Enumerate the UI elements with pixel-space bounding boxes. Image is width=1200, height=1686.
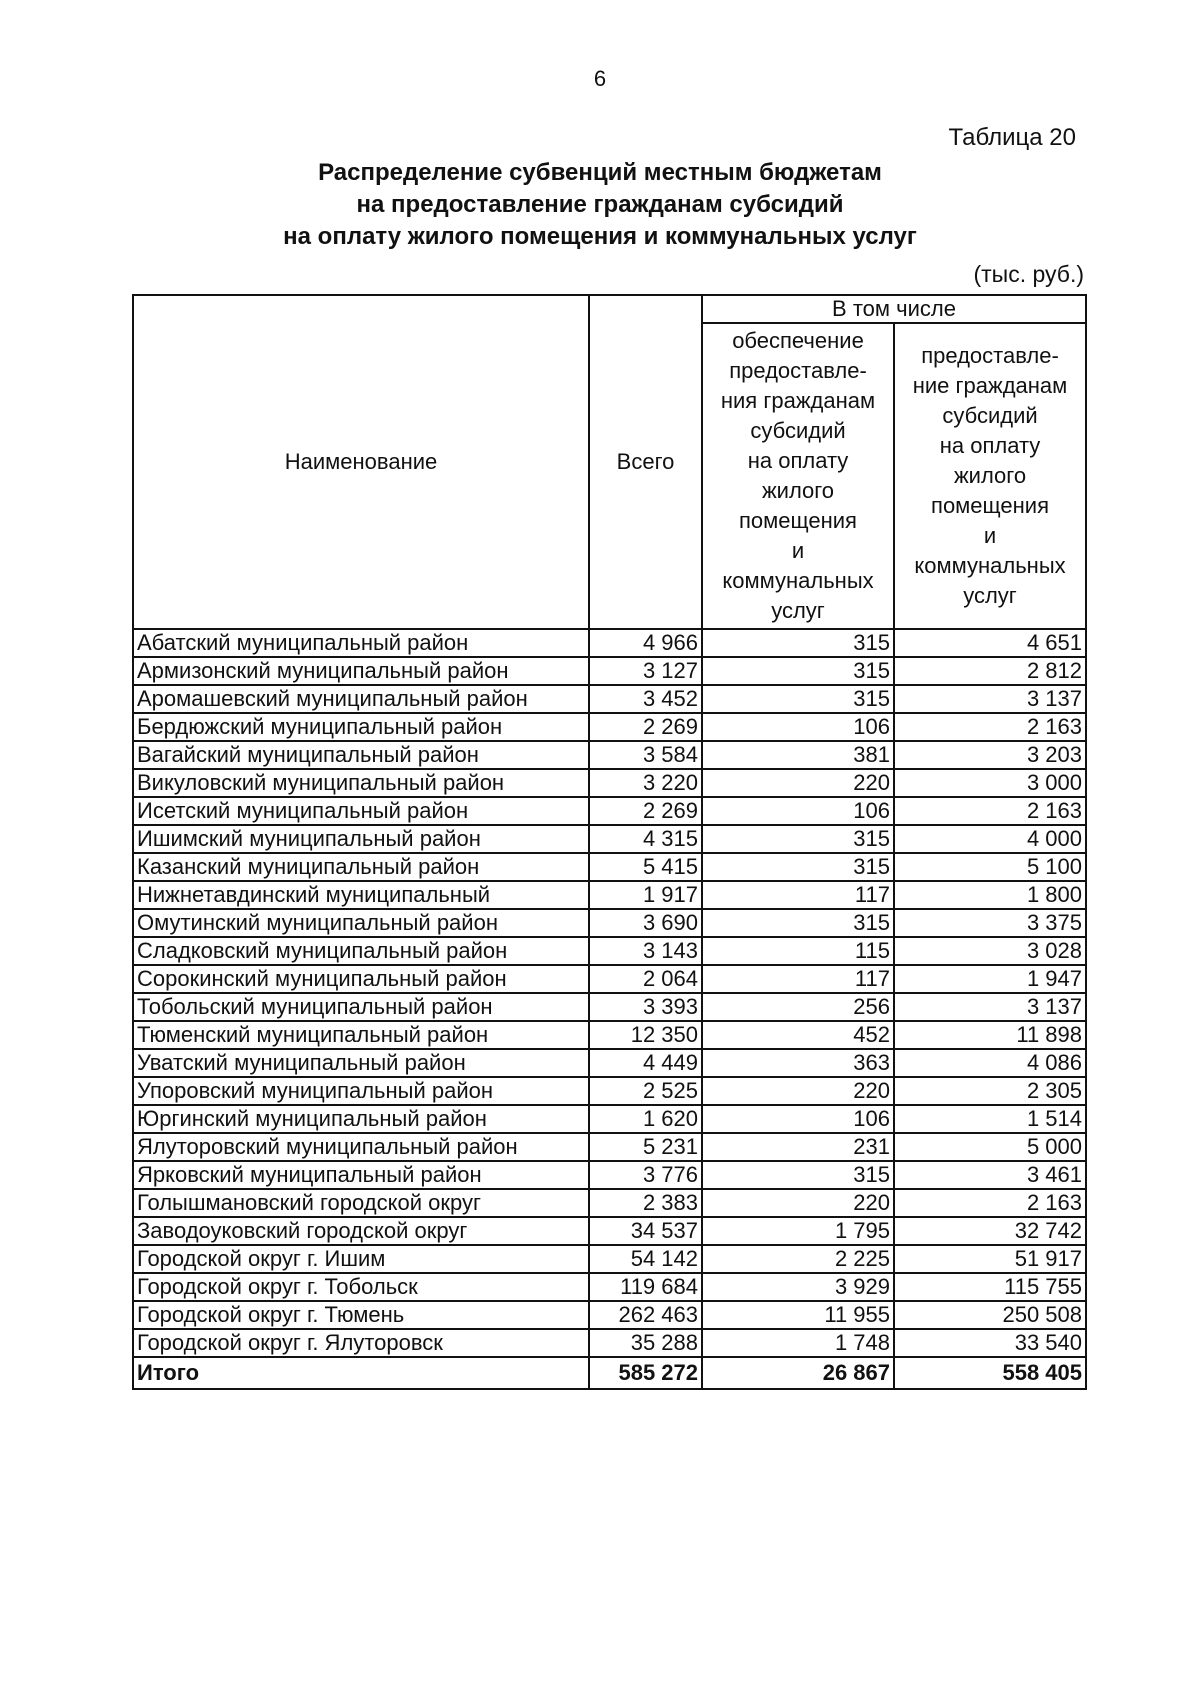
- cell-total: 35 288: [589, 1329, 702, 1357]
- cell-name: Армизонский муниципальный район: [133, 657, 589, 685]
- cell-name: Ишимский муниципальный район: [133, 825, 589, 853]
- table-row: [133, 797, 1086, 825]
- header-line: на оплату: [747, 448, 849, 473]
- cell-c1: 315: [702, 685, 894, 713]
- cell-total: 5 415: [589, 853, 702, 881]
- cell-name: Омутинский муниципальный район: [133, 909, 589, 937]
- cell-name: Исетский муниципальный район: [133, 797, 589, 825]
- table-row: [133, 1189, 1086, 1217]
- cell-c1: 117: [702, 965, 894, 993]
- header-group: В том числе: [702, 295, 1086, 323]
- header-line: субсидий: [750, 418, 846, 443]
- header-line: помещения: [739, 508, 857, 533]
- header-total: Всего: [589, 295, 702, 629]
- table-number: Таблица 20: [948, 124, 1076, 151]
- cell-c1: 381: [702, 741, 894, 769]
- cell-c1: 315: [702, 657, 894, 685]
- table-row: [133, 1161, 1086, 1189]
- cell-name: Городской округ г. Ишим: [133, 1245, 589, 1273]
- cell-c2: 5 000: [894, 1133, 1086, 1161]
- header-line: коммунальных: [914, 553, 1066, 578]
- title-line: на оплату жилого помещения и коммунальных услуг: [283, 223, 917, 250]
- header-sub-1: [702, 323, 894, 629]
- cell-name: Сладковский муниципальный район: [133, 937, 589, 965]
- cell-total: 3 776: [589, 1161, 702, 1189]
- table-row: [133, 1301, 1086, 1329]
- table-row: [133, 713, 1086, 741]
- header-line: услуг: [771, 598, 825, 623]
- header-line: и: [983, 523, 997, 548]
- cell-total: 262 463: [589, 1301, 702, 1329]
- cell-c1: 220: [702, 1189, 894, 1217]
- cell-total: 3 143: [589, 937, 702, 965]
- cell-total: 119 684: [589, 1273, 702, 1301]
- cell-c2: 1 947: [894, 965, 1086, 993]
- title-line: на предоставление гражданам субсидий: [356, 191, 844, 218]
- cell-name: Голышмановский городской округ: [133, 1189, 589, 1217]
- header-name: Наименование: [133, 295, 589, 629]
- table-row: [133, 1245, 1086, 1273]
- header-line: предоставле-: [729, 358, 867, 383]
- cell-name: Городской округ г. Тюмень: [133, 1301, 589, 1329]
- cell-name: Ялуторовский муниципальный район: [133, 1133, 589, 1161]
- cell-total: 1 620: [589, 1105, 702, 1133]
- cell-name: Сорокинский муниципальный район: [133, 965, 589, 993]
- cell-c2: 3 000: [894, 769, 1086, 797]
- title-line: Распределение субвенций местным бюджетам: [318, 159, 882, 186]
- cell-c2: 3 203: [894, 741, 1086, 769]
- header-line: коммунальных: [722, 568, 874, 593]
- table-row: [133, 769, 1086, 797]
- cell-c2: 3 028: [894, 937, 1086, 965]
- header-line: субсидий: [942, 403, 1038, 428]
- table-row: [133, 1217, 1086, 1245]
- cell-name: Тобольский муниципальный район: [133, 993, 589, 1021]
- cell-c1: 117: [702, 881, 894, 909]
- cell-c2: 5 100: [894, 853, 1086, 881]
- cell-c2: 4 086: [894, 1049, 1086, 1077]
- total-cell-c2: 558 405: [894, 1357, 1086, 1389]
- cell-c2: 2 812: [894, 657, 1086, 685]
- cell-total: 12 350: [589, 1021, 702, 1049]
- cell-c1: 315: [702, 909, 894, 937]
- total-row: [133, 1357, 1086, 1389]
- table-row: [133, 741, 1086, 769]
- cell-name: Ярковский муниципальный район: [133, 1161, 589, 1189]
- header-line: и: [791, 538, 805, 563]
- cell-total: 3 690: [589, 909, 702, 937]
- cell-name: Городской округ г. Ялуторовск: [133, 1329, 589, 1357]
- cell-total: 3 127: [589, 657, 702, 685]
- cell-name: Уватский муниципальный район: [133, 1049, 589, 1077]
- header-line: ния гражданам: [720, 388, 876, 413]
- cell-c2: 115 755: [894, 1273, 1086, 1301]
- cell-c2: 1 800: [894, 881, 1086, 909]
- cell-c1: 106: [702, 1105, 894, 1133]
- table-body: [133, 629, 1086, 1389]
- cell-total: 3 393: [589, 993, 702, 1021]
- cell-total: 54 142: [589, 1245, 702, 1273]
- table-row: [133, 965, 1086, 993]
- header-line: на оплату: [939, 433, 1041, 458]
- cell-c1: 220: [702, 769, 894, 797]
- cell-c2: 2 305: [894, 1077, 1086, 1105]
- table-row: [133, 685, 1086, 713]
- cell-c1: 1 795: [702, 1217, 894, 1245]
- cell-c1: 2 225: [702, 1245, 894, 1273]
- cell-total: 2 525: [589, 1077, 702, 1105]
- cell-c2: 2 163: [894, 797, 1086, 825]
- cell-name: Казанский муниципальный район: [133, 853, 589, 881]
- cell-total: 4 966: [589, 629, 702, 657]
- table-row: [133, 1133, 1086, 1161]
- table-row: [133, 937, 1086, 965]
- cell-total: 4 315: [589, 825, 702, 853]
- cell-name: Упоровский муниципальный район: [133, 1077, 589, 1105]
- cell-c2: 4 651: [894, 629, 1086, 657]
- cell-total: 2 064: [589, 965, 702, 993]
- cell-c2: 32 742: [894, 1217, 1086, 1245]
- cell-c1: 1 748: [702, 1329, 894, 1357]
- cell-c2: 3 137: [894, 685, 1086, 713]
- cell-name: Вагайский муниципальный район: [133, 741, 589, 769]
- cell-c2: 1 514: [894, 1105, 1086, 1133]
- cell-total: 1 917: [589, 881, 702, 909]
- cell-c1: 315: [702, 825, 894, 853]
- cell-name: Тюменский муниципальный район: [133, 1021, 589, 1049]
- table-row: [133, 881, 1086, 909]
- cell-c1: 315: [702, 629, 894, 657]
- cell-c1: 315: [702, 853, 894, 881]
- units-label: (тыс. руб.): [973, 261, 1084, 287]
- cell-total: 2 269: [589, 713, 702, 741]
- cell-total: 3 220: [589, 769, 702, 797]
- cell-total: 3 584: [589, 741, 702, 769]
- cell-c2: 4 000: [894, 825, 1086, 853]
- cell-c2: 250 508: [894, 1301, 1086, 1329]
- cell-c1: 231: [702, 1133, 894, 1161]
- subventions-table: [132, 294, 1087, 1390]
- total-cell-name: Итого: [133, 1357, 589, 1389]
- cell-c1: 3 929: [702, 1273, 894, 1301]
- header-line: услуг: [963, 583, 1017, 608]
- cell-total: 2 269: [589, 797, 702, 825]
- cell-total: 5 231: [589, 1133, 702, 1161]
- header-line: ние гражданам: [912, 373, 1068, 398]
- cell-c2: 11 898: [894, 1021, 1086, 1049]
- table-row: [133, 1105, 1086, 1133]
- table-row: [133, 825, 1086, 853]
- cell-c1: 363: [702, 1049, 894, 1077]
- header-sub-2: [894, 323, 1086, 629]
- header-line: жилого: [953, 463, 1027, 488]
- cell-c1: 315: [702, 1161, 894, 1189]
- cell-c2: 3 461: [894, 1161, 1086, 1189]
- cell-name: Викуловский муниципальный район: [133, 769, 589, 797]
- cell-c1: 256: [702, 993, 894, 1021]
- cell-name: Абатский муниципальный район: [133, 629, 589, 657]
- table-row: [133, 909, 1086, 937]
- header-line: жилого: [761, 478, 835, 503]
- table-row: [133, 629, 1086, 657]
- table-row: [133, 993, 1086, 1021]
- table-row: [133, 1077, 1086, 1105]
- header-line: помещения: [931, 493, 1049, 518]
- cell-c1: 452: [702, 1021, 894, 1049]
- cell-c1: 106: [702, 713, 894, 741]
- cell-c2: 2 163: [894, 713, 1086, 741]
- cell-c1: 11 955: [702, 1301, 894, 1329]
- cell-name: Юргинский муниципальный район: [133, 1105, 589, 1133]
- cell-c2: 33 540: [894, 1329, 1086, 1357]
- cell-c1: 220: [702, 1077, 894, 1105]
- cell-c2: 3 375: [894, 909, 1086, 937]
- cell-total: 2 383: [589, 1189, 702, 1217]
- total-cell-total: 585 272: [589, 1357, 702, 1389]
- cell-total: 3 452: [589, 685, 702, 713]
- cell-name: Нижнетавдинский муниципальный: [133, 881, 589, 909]
- table-row: [133, 853, 1086, 881]
- cell-name: Бердюжский муниципальный район: [133, 713, 589, 741]
- table-row: [133, 1049, 1086, 1077]
- cell-c2: 51 917: [894, 1245, 1086, 1273]
- table-row: [133, 1021, 1086, 1049]
- cell-name: Городской округ г. Тобольск: [133, 1273, 589, 1301]
- header-line: обеспечение: [732, 328, 864, 353]
- cell-name: Заводоуковский городской округ: [133, 1217, 589, 1245]
- header-line: предоставле-: [921, 343, 1059, 368]
- cell-c1: 115: [702, 937, 894, 965]
- table-row: [133, 1329, 1086, 1357]
- cell-c2: 3 137: [894, 993, 1086, 1021]
- cell-total: 34 537: [589, 1217, 702, 1245]
- total-cell-c1: 26 867: [702, 1357, 894, 1389]
- cell-c1: 106: [702, 797, 894, 825]
- cell-c2: 2 163: [894, 1189, 1086, 1217]
- table-row: [133, 657, 1086, 685]
- cell-total: 4 449: [589, 1049, 702, 1077]
- document-title: [0, 157, 1200, 253]
- page-number: 6: [593, 66, 607, 91]
- table-row: [133, 1273, 1086, 1301]
- cell-name: Аромашевский муниципальный район: [133, 685, 589, 713]
